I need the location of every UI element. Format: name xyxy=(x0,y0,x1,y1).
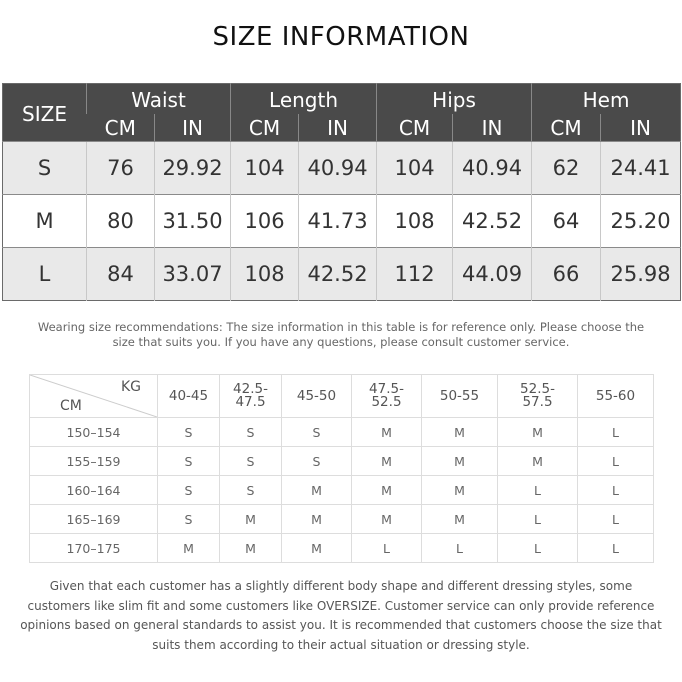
recommended-size-cell: M xyxy=(282,476,352,505)
unit-header: IN xyxy=(299,114,377,142)
weight-header-line: 42.5- xyxy=(233,381,268,397)
unit-header: IN xyxy=(155,114,231,142)
measurement-cell: 33.07 xyxy=(155,248,231,301)
recommended-size-cell: L xyxy=(422,534,498,563)
size-information-table xyxy=(2,83,681,301)
measurement-cell: 31.50 xyxy=(155,195,231,248)
measurement-cell: 66 xyxy=(532,248,601,301)
weight-header-line: 57.5 xyxy=(522,394,553,410)
measurement-cell: 40.94 xyxy=(453,142,532,195)
measurement-cell: 108 xyxy=(377,195,453,248)
recommended-size-cell: M xyxy=(498,418,578,447)
measurement-cell: 112 xyxy=(377,248,453,301)
weight-header-line: 52.5- xyxy=(520,381,555,397)
size-column-header: SIZE xyxy=(3,84,87,142)
recommended-size-cell: M xyxy=(422,505,498,534)
recommended-size-cell: S xyxy=(282,418,352,447)
cm-label: CM xyxy=(60,398,82,414)
recommended-size-cell: L xyxy=(578,447,654,476)
recommended-size-cell: L xyxy=(498,534,578,563)
measurement-cell: 44.09 xyxy=(453,248,532,301)
kg-label: KG xyxy=(120,379,141,395)
size-cell: M xyxy=(3,195,87,248)
recommended-size-cell: M xyxy=(220,534,282,563)
measurement-cell: 25.20 xyxy=(601,195,681,248)
recommended-size-cell: M xyxy=(352,476,422,505)
recommended-size-cell: M xyxy=(282,534,352,563)
weight-header xyxy=(498,375,578,418)
recommended-size-cell: M xyxy=(352,505,422,534)
recommended-size-cell: M xyxy=(498,447,578,476)
measurement-cell: 42.52 xyxy=(299,248,377,301)
table-row xyxy=(30,447,654,476)
recommended-size-cell: M xyxy=(282,505,352,534)
height-cell: 155–159 xyxy=(30,447,158,476)
weight-header xyxy=(578,375,654,418)
table-row xyxy=(30,534,654,563)
measurement-cell: 106 xyxy=(231,195,299,248)
recommended-size-cell: M xyxy=(352,447,422,476)
unit-header: CM xyxy=(532,114,601,142)
recommended-size-cell: M xyxy=(158,534,220,563)
recommended-size-cell: L xyxy=(352,534,422,563)
recommended-size-cell: L xyxy=(498,505,578,534)
measurement-cell: 24.41 xyxy=(601,142,681,195)
recommended-size-cell: L xyxy=(498,476,578,505)
hips-header: Hips xyxy=(377,84,532,115)
waist-header: Waist xyxy=(87,84,231,115)
unit-header: CM xyxy=(377,114,453,142)
size-recommendation-note: Wearing size recommendations: The size information in this table is for reference only. Please choose the size that suits you. If you have any questions, please consult customer service. xyxy=(37,320,645,349)
table-row xyxy=(30,418,654,447)
weight-header xyxy=(220,375,282,418)
weight-header-line: 50-55 xyxy=(439,387,480,404)
weight-header-line: 55-60 xyxy=(595,387,636,404)
recommended-size-cell: M xyxy=(422,476,498,505)
page-title: SIZE INFORMATION xyxy=(212,22,470,52)
measurement-cell: 84 xyxy=(87,248,155,301)
measurement-cell: 40.94 xyxy=(299,142,377,195)
recommended-size-cell: M xyxy=(422,447,498,476)
size-cell: L xyxy=(3,248,87,301)
measurement-cell: 64 xyxy=(532,195,601,248)
length-header: Length xyxy=(231,84,377,115)
recommended-size-cell: S xyxy=(158,418,220,447)
measurement-cell: 80 xyxy=(87,195,155,248)
weight-header xyxy=(282,375,352,418)
height-cell: 160–164 xyxy=(30,476,158,505)
measurement-cell: 41.73 xyxy=(299,195,377,248)
recommended-size-cell: M xyxy=(220,505,282,534)
measurement-cell: 62 xyxy=(532,142,601,195)
unit-header: IN xyxy=(601,114,681,142)
table-row xyxy=(3,195,681,248)
recommended-size-cell: S xyxy=(158,505,220,534)
corner-header xyxy=(30,375,158,418)
weight-header-line: 52.5 xyxy=(371,394,402,410)
height-cell: 150–154 xyxy=(30,418,158,447)
weight-header xyxy=(422,375,498,418)
weight-header-line: 47.5- xyxy=(369,381,404,397)
table-row xyxy=(30,505,654,534)
measurement-cell: 29.92 xyxy=(155,142,231,195)
table-row xyxy=(30,476,654,505)
table-row xyxy=(3,248,681,301)
unit-header: CM xyxy=(87,114,155,142)
recommended-size-cell: M xyxy=(352,418,422,447)
weight-header xyxy=(352,375,422,418)
weight-header-line: 45-50 xyxy=(296,387,337,404)
weight-header-line: 40-45 xyxy=(168,387,209,404)
measurement-cell: 76 xyxy=(87,142,155,195)
hem-header: Hem xyxy=(532,84,681,115)
recommended-size-cell: S xyxy=(220,418,282,447)
weight-header-line: 47.5 xyxy=(235,394,266,410)
unit-header: IN xyxy=(453,114,532,142)
measurement-cell: 104 xyxy=(377,142,453,195)
recommended-size-cell: L xyxy=(578,476,654,505)
dressing-style-note: Given that each customer has a slightly different body shape and different dressing styles, some customers like slim fit and some customers like OVERSIZE. Customer service can only provide reference opinions based on general standards to assist you. It is recommended that customers choose the size that suits them according to their actual situation or dressing style. xyxy=(20,579,662,652)
recommended-size-cell: L xyxy=(578,418,654,447)
recommended-size-cell: L xyxy=(578,505,654,534)
recommended-size-cell: S xyxy=(220,447,282,476)
measurement-cell: 108 xyxy=(231,248,299,301)
table-row xyxy=(3,142,681,195)
recommended-size-cell: S xyxy=(158,447,220,476)
weight-height-size-table xyxy=(29,374,654,563)
height-cell: 165–169 xyxy=(30,505,158,534)
recommended-size-cell: M xyxy=(422,418,498,447)
measurement-cell: 42.52 xyxy=(453,195,532,248)
recommended-size-cell: S xyxy=(220,476,282,505)
recommended-size-cell: L xyxy=(578,534,654,563)
weight-header xyxy=(158,375,220,418)
size-cell: S xyxy=(3,142,87,195)
recommended-size-cell: S xyxy=(158,476,220,505)
measurement-cell: 104 xyxy=(231,142,299,195)
height-cell: 170–175 xyxy=(30,534,158,563)
unit-header: CM xyxy=(231,114,299,142)
measurement-cell: 25.98 xyxy=(601,248,681,301)
recommended-size-cell: S xyxy=(282,447,352,476)
